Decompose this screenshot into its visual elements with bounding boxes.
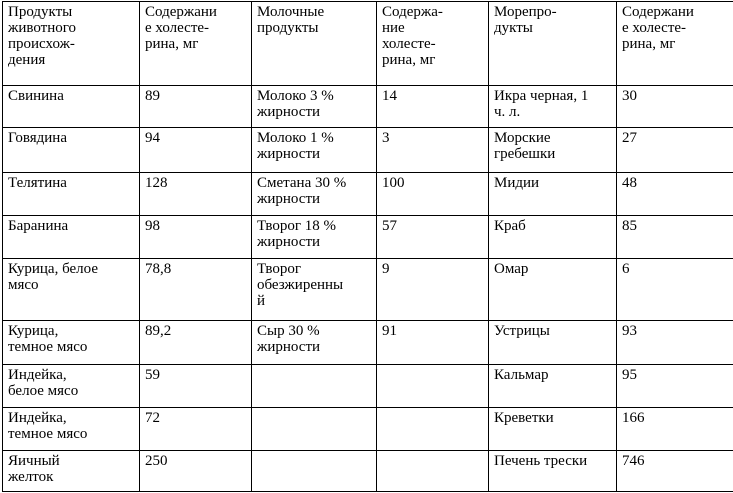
animal-product-cell: Свинина <box>3 86 140 128</box>
animal-product-cell: Телятина <box>3 173 140 216</box>
dairy-cholesterol-cell <box>377 451 489 492</box>
dairy-product-cell: Сметана 30 % жирности <box>252 173 377 216</box>
seafood-product-cell: Морские гребешки <box>489 128 617 173</box>
animal-product-cell: Курица, темное мясо <box>3 321 140 365</box>
table-row <box>3 365 733 408</box>
table-row <box>3 128 733 173</box>
dairy-product-cell: Молоко 1 % жирности <box>252 128 377 173</box>
animal-product-cell: Говядина <box>3 128 140 173</box>
header-animal-products: Продукты животного происхож- дения <box>3 2 140 86</box>
dairy-product-cell: Молоко 3 % жирности <box>252 86 377 128</box>
table-row <box>3 86 733 128</box>
header-seafood: Морепро- дукты <box>489 2 617 86</box>
animal-product-cell: Индейка, темное мясо <box>3 408 140 451</box>
table-row <box>3 451 733 492</box>
seafood-cholesterol-cell: 30 <box>617 86 733 128</box>
table-row <box>3 408 733 451</box>
dairy-cholesterol-cell <box>377 408 489 451</box>
seafood-product-cell: Краб <box>489 216 617 259</box>
header-dairy-products: Молочные продукты <box>252 2 377 86</box>
seafood-cholesterol-cell: 746 <box>617 451 733 492</box>
table-row <box>3 216 733 259</box>
dairy-product-cell <box>252 451 377 492</box>
header-row <box>3 2 733 86</box>
dairy-cholesterol-cell: 3 <box>377 128 489 173</box>
table-row <box>3 173 733 216</box>
seafood-cholesterol-cell: 93 <box>617 321 733 365</box>
animal-product-cell: Курица, белое мясо <box>3 259 140 321</box>
dairy-product-cell: Творог обезжиренны й <box>252 259 377 321</box>
animal-product-cell: Яичный желток <box>3 451 140 492</box>
animal-cholesterol-cell: 128 <box>140 173 252 216</box>
dairy-product-cell <box>252 408 377 451</box>
seafood-cholesterol-cell: 166 <box>617 408 733 451</box>
seafood-cholesterol-cell: 85 <box>617 216 733 259</box>
seafood-product-cell: Мидии <box>489 173 617 216</box>
seafood-product-cell: Икра черная, 1 ч. л. <box>489 86 617 128</box>
dairy-cholesterol-cell: 14 <box>377 86 489 128</box>
seafood-product-cell: Печень трески <box>489 451 617 492</box>
seafood-product-cell: Креветки <box>489 408 617 451</box>
table-row <box>3 259 733 321</box>
header-animal-cholesterol: Содержани е холесте- рина, мг <box>140 2 252 86</box>
header-dairy-cholesterol: Содержа- ние холесте- рина, мг <box>377 2 489 86</box>
table-row <box>3 321 733 365</box>
animal-cholesterol-cell: 72 <box>140 408 252 451</box>
seafood-cholesterol-cell: 48 <box>617 173 733 216</box>
animal-cholesterol-cell: 98 <box>140 216 252 259</box>
header-seafood-cholesterol: Содержани е холесте- рина, мг <box>617 2 733 86</box>
seafood-cholesterol-cell: 6 <box>617 259 733 321</box>
dairy-product-cell: Сыр 30 % жирности <box>252 321 377 365</box>
seafood-product-cell: Кальмар <box>489 365 617 408</box>
seafood-cholesterol-cell: 95 <box>617 365 733 408</box>
animal-product-cell: Индейка, белое мясо <box>3 365 140 408</box>
dairy-product-cell: Творог 18 % жирности <box>252 216 377 259</box>
seafood-cholesterol-cell: 27 <box>617 128 733 173</box>
seafood-product-cell: Омар <box>489 259 617 321</box>
animal-cholesterol-cell: 89,2 <box>140 321 252 365</box>
animal-cholesterol-cell: 78,8 <box>140 259 252 321</box>
seafood-product-cell: Устрицы <box>489 321 617 365</box>
dairy-cholesterol-cell <box>377 365 489 408</box>
dairy-cholesterol-cell: 91 <box>377 321 489 365</box>
animal-product-cell: Баранина <box>3 216 140 259</box>
dairy-cholesterol-cell: 9 <box>377 259 489 321</box>
cholesterol-table <box>2 1 733 492</box>
dairy-cholesterol-cell: 57 <box>377 216 489 259</box>
animal-cholesterol-cell: 59 <box>140 365 252 408</box>
dairy-cholesterol-cell: 100 <box>377 173 489 216</box>
animal-cholesterol-cell: 94 <box>140 128 252 173</box>
animal-cholesterol-cell: 89 <box>140 86 252 128</box>
animal-cholesterol-cell: 250 <box>140 451 252 492</box>
dairy-product-cell <box>252 365 377 408</box>
